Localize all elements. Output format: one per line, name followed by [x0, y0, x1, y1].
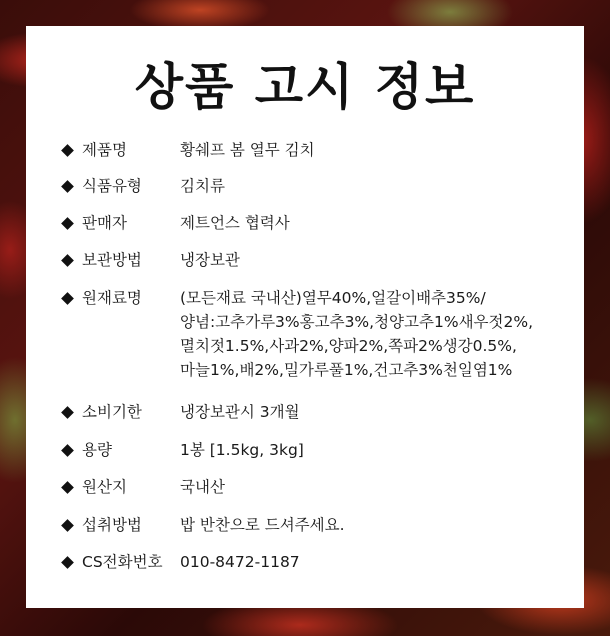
diamond-bullet-icon [61, 481, 74, 494]
row-value: 1봉 [1.5kg, 3kg] [180, 441, 304, 459]
row-value: 냉장보관시 3개월 [180, 403, 300, 421]
info-row-origin [60, 475, 225, 499]
row-value: 010-8472-1187 [180, 553, 300, 571]
row-value: 국내산 [180, 478, 225, 496]
info-row-cs-phone [60, 550, 300, 574]
info-row-expiry [60, 400, 300, 424]
page-title: 상품 고시 정보 [134, 58, 476, 116]
row-label: 소비기한 [82, 403, 142, 421]
row-value: 김치류 [180, 177, 225, 195]
diamond-bullet-icon [61, 217, 74, 230]
info-row-ingredients [60, 286, 533, 382]
row-value: 밥 반찬으로 드셔주세요. [180, 516, 345, 534]
row-label: 판매자 [82, 214, 127, 232]
diamond-bullet-icon [61, 556, 74, 569]
diamond-bullet-icon [61, 444, 74, 457]
row-label: 원산지 [82, 478, 127, 496]
row-label: 식품유형 [82, 177, 142, 195]
ingredients-line: 멸치젓1.5%,사과2%,양파2%,쪽파2%생강0.5%, [180, 337, 517, 355]
info-row-product-name [60, 138, 315, 162]
diamond-bullet-icon [61, 406, 74, 419]
row-label: 보관방법 [82, 251, 142, 269]
row-label: CS전화번호 [82, 553, 163, 571]
info-row-storage [60, 248, 240, 272]
info-row-how-to-eat [60, 513, 345, 537]
info-row-food-type [60, 174, 225, 198]
ingredients-line: 양념:고추가루3%홍고추3%,청양고추1%새우젓2%, [180, 313, 534, 331]
row-label: 용량 [82, 441, 112, 459]
ingredients-line: (모든재료 국내산)열무40%,얼갈이배추35%/ [180, 289, 486, 307]
row-value: 제트언스 협력사 [180, 214, 290, 232]
diamond-bullet-icon [61, 144, 74, 157]
row-label: 원재료명 [82, 289, 142, 307]
row-label: 섭취방법 [82, 516, 142, 534]
row-label: 제품명 [82, 141, 127, 159]
info-row-seller [60, 211, 290, 235]
row-value: 황쉐프 봄 열무 김치 [180, 141, 315, 159]
diamond-bullet-icon [61, 519, 74, 532]
diamond-bullet-icon [61, 292, 74, 305]
row-value: 냉장보관 [180, 251, 240, 269]
info-card [26, 26, 584, 608]
ingredients-line: 마늘1%,배2%,밀가루풀1%,건고추3%천일염1% [180, 361, 513, 379]
info-row-capacity [60, 438, 304, 462]
row-value [180, 286, 533, 382]
diamond-bullet-icon [61, 180, 74, 193]
diamond-bullet-icon [61, 254, 74, 267]
